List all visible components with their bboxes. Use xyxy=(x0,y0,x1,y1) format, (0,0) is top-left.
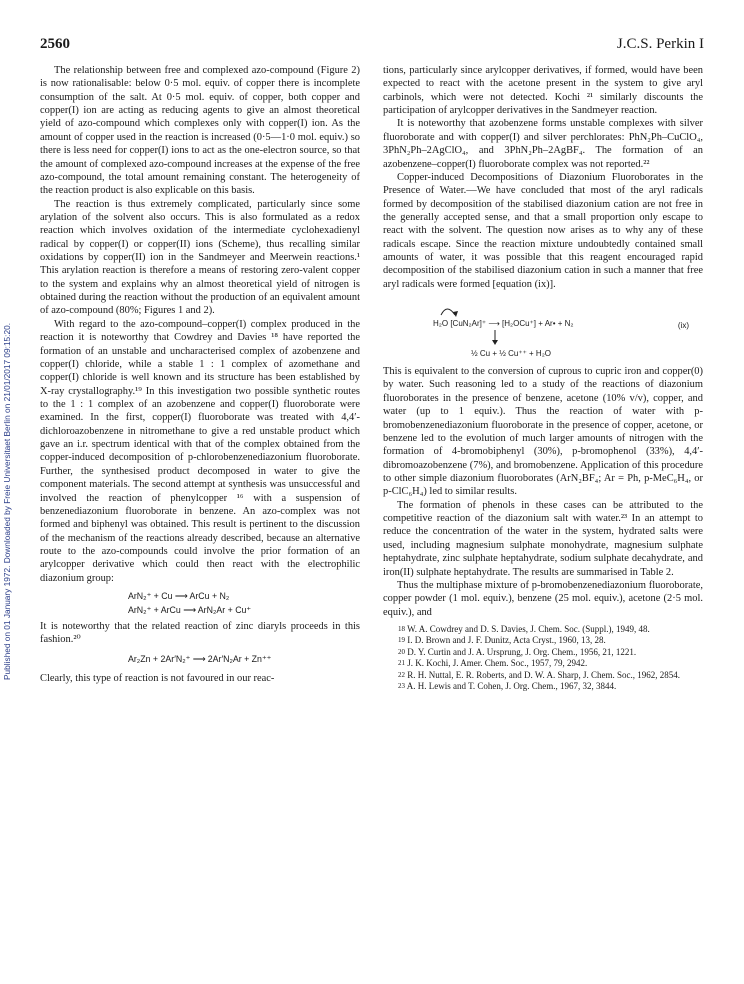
reaction-scheme-ix xyxy=(383,295,703,361)
page-number: 2560 xyxy=(40,36,70,52)
zinc-equation-block xyxy=(40,653,360,666)
reference-item: 19 I. D. Brown and J. F. Dunitz, Acta Cryst., 1960, 13, 28. xyxy=(398,635,606,646)
equation: Ar₂Zn + 2Ar′N₂⁺ ⟶ 2Ar′N₂Ar + Zn⁺⁺ xyxy=(128,653,272,664)
download-watermark-link[interactable]: Published on 01 January 1972. Downloaded by Freie Universitaet Berlin on 21/01/2017 09:15:20. xyxy=(2,322,12,680)
page-header xyxy=(40,36,704,58)
right-column xyxy=(383,64,703,692)
reference-item: 22 R. H. Nuttal, E. R. Roberts, and D. W. A. Sharp, J. Chem. Soc., 1962, 2854. xyxy=(398,669,680,680)
reference-list xyxy=(383,624,703,692)
equation: ArN₂⁺ + Cu ⟶ ArCu + N₂ xyxy=(128,591,230,602)
paragraph: This is equivalent to the conversion of cuprous to cupric iron and copper(0) by water. Such reasoning led to a study of the reactions of diazonium fluoroborates in the presence of benzene, acetone (10% v/v), copper, and water (up to 1 equiv.). Thus the reaction of water with p-bromobenzenediazonium fluoroborate in the presence of copper, acetone, or benzene led to the evolution of much larger amounts of nitrogen with the formation of 4-bromobiphenyl (30%), p-bromophenol (33%), 4,4′-dibromoazobenzene (7%), and bromobenzene. Application of this procedure to other simple diazonium fluoroborates (ArN₂BF₄; Ar = Ph, p-MeC₆H₄, or p-ClC₆H₄) led to similar results. xyxy=(383,366,703,498)
reference-item: 18 W. A. Cowdrey and D. S. Davies, J. Chem. Soc. (Suppl.), 1949, 48. xyxy=(398,623,650,634)
paragraph: Thus the multiphase mixture of p-bromobenzenediazonium fluoroborate, copper powder (1 mol. equiv.), benzene (25 mol. equiv.), acetone (2·5 mol. equiv.), and xyxy=(383,579,703,618)
reference-item: 23 A. H. Lewis and T. Cohen, J. Org. Chem., 1967, 32, 3844. xyxy=(398,680,617,691)
paragraph: The formation of phenols in these cases can be attributed to the competitive reaction of the diazonium salt with water.²³ In an attempt to reduce the concentration of the water in the system, hydrated salts were used, including magnesium sulphate monohydrate, magnesium sulphate heptahydrate, zinc sulphate heptahydrate, sodium sulphate decahydrate, and iron(II) sulphate heptahydrate. The results are summarised in Table 2. xyxy=(383,499,703,578)
arylcopper-equations xyxy=(40,589,360,617)
arrowhead-icon xyxy=(492,340,498,345)
paragraph: tions, particularly since arylcopper derivatives, if formed, would have been expected to react with the acetone present in the system to give aryl carbinols, which were not detected. Kochi ²¹ similarly discounts the participation of arylcopper derivatives in the Sandmeyer reaction. xyxy=(383,65,703,117)
paragraph: It is noteworthy that azobenzene forms unstable complexes with silver fluoroborate and with copper(I) and silver perchlorates: PhN₂Ph–CuClO₄, 3PhN₂Ph–2AgClO₄, and 3PhN₂Ph–2AgBF₄. The formation of an azobenzene–copper(I) fluoroborate complex was not reported.²² xyxy=(383,118,703,170)
curved-arrow-icon xyxy=(441,309,455,315)
equation-number: (ix) xyxy=(677,321,689,331)
equation: ArN₂⁺ + ArCu ⟶ ArN₂Ar + Cu⁺ xyxy=(128,605,252,616)
journal-name: J.C.S. Perkin I xyxy=(616,36,704,52)
paragraph: Copper-induced Decompositions of Diazonium Fluoroborates in the Presence of Water.—We have concluded that most of the aryl radicals formed by decomposition of the stabilised diazonium cation are not free in the generally accepted sense, and that a small proportion only escape to react with the solvent. The question now arises as to why any of these radicals escape. Since the reaction mixture undoubtedly contained small amounts of water, it was possible that this reagent encouraged rapid decomposition of the stabilised diazonium cation in such a manner that free aryl radicals were formed [equation (ix)]. xyxy=(383,171,703,290)
scheme-line-1: H₂O [CuN₂Ar]⁺ ⟶ [H₂OCu⁺] + Ar• + N₂ xyxy=(433,319,574,329)
paragraph: With regard to the azo-compound–copper(I) complex produced in the reaction it is noteworthy that Cowdrey and Davies ¹⁸ have reported the formation of an unstable and uncharacterised complex of azobenzene and copper(I) chloride, while a stable 1 : 1 complex of azomethane and copper(I) chloride is well known and its structure has been established by X-ray crystallography.¹⁹ In this investigation two possible synthetic routes to the 1 : 1 complex of an azobenzene and copper(I) fluoroborate were examined. In the first, copper(I) fluoroborate was treated with 4,4′-dichloroazobenzene in nitromethane to give a red unstable product which gave an i.r. spectrum identical with that of the complex obtained from the copper-induced decomposition of p-chlorobenzenediazonium fluoroborate. Further, the synthesised product decomposed in water to give the component materials. The second attempt at synthesis was unsuccessful and involved the reaction of phenylcopper ¹⁶ with a suspension of benzenediazonium fluoroborate in benzene. An azo-complex was not formed and biphenyl was obtained. This result is pertinent to the discussion of the mechanism of the reactions already described, because an alternative route to the azo-compounds could involve the prior formation of an arylcopper derivative which could then react with the electrophilic diazonium group: xyxy=(40,318,360,584)
scheme-line-2: ½ Cu + ½ Cu⁺⁺ + H₂O xyxy=(471,349,552,359)
paragraph: Clearly, this type of reaction is not favoured in our reac- xyxy=(40,673,275,685)
paragraph: The relationship between free and complexed azo-compound (Figure 2) is now rationalisable: below 0·5 mol. equiv. of copper there is incomplete consumption of the salt. At 0·5 mol. equiv. of copper, both copper and copper(I) ion are acting as reducing agents to give an almost theoretical yield of azo-compound which complexes only with copper(I) ion. As the amount of copper used in the reaction is increased (0·5—1·0 mol. equiv.) so there is less need for copper(I) ions to act as the one-electron source, so that the amount of complexed azo-compound increases at the expense of the free azo-compound, the total amount remaining constant. The heterogeneity of the reaction product is also explicable on this basis. xyxy=(40,65,360,197)
left-column xyxy=(40,64,360,685)
reference-item: 21 J. K. Kochi, J. Amer. Chem. Soc., 1957, 79, 2942. xyxy=(398,658,588,669)
reference-item: 20 D. Y. Curtin and J. A. Ursprung, J. Org. Chem., 1956, 21, 1221. xyxy=(398,646,637,657)
paragraph: The reaction is thus extremely complicated, particularly since some arylation of the solvent also occurs. This is also formulated as a redox reaction which involves oxidation of the intermediate cyclohexadienyl radical by copper(I) or copper(II) ions (Scheme), thus recalling similar oxidations by copper(II) ion in the Sandmeyer and Meerwein reactions.¹ This arylation reaction is therefore a means of restoring zero-valent copper to the system and explains why an almost theoretical yield of nitrogen is obtained during the reaction without the production of an equivalent amount of azo-compound (80%; Figures 1 and 2). xyxy=(40,198,360,317)
paragraph: It is noteworthy that the related reaction of zinc diaryls proceeds in this fashion.²⁰ xyxy=(40,621,360,646)
